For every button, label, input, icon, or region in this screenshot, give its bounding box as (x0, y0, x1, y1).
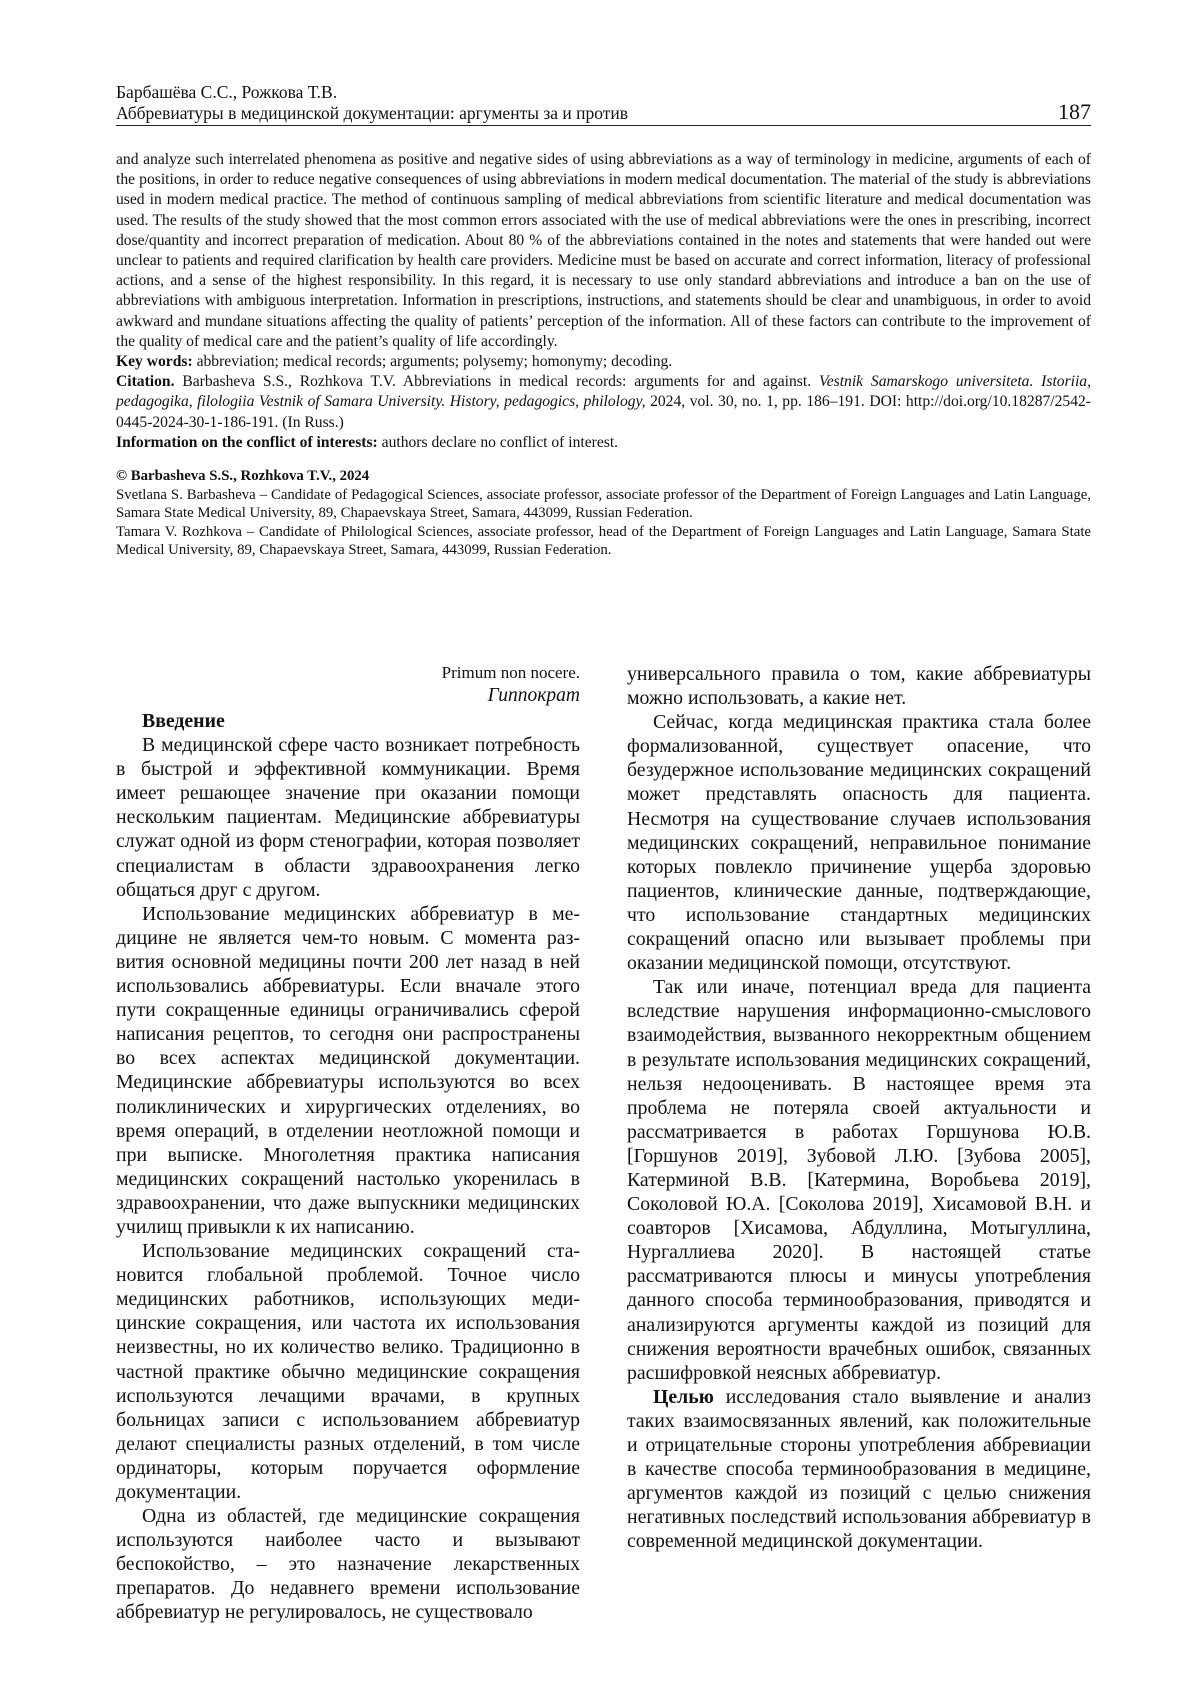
author-info-2: Tamara V. Rozhkova – Candidate of Philological Sciences, associate professor, head of the Department of Foreign Languages and Latin Language, Samara State Medical University, 89, Chapaevskaya Street, Samara, 443099, Russian Federation. (116, 523, 1091, 559)
paragraph: Так или иначе, потенциал вреда для пациента вследствие нарушения информационно-смыслового взаимодействия, вызванного некорректным общением в результате использования медицинских сокращений, нельзя недооценивать. В настоящее время эта проблема не потеряла своей актуальности и рассматривается в работах Горшунова Ю.В. [Горшунов 2019], Зубовой Л.Ю. [Зубова 2005], Катерминой В.В. [Катермина, Воробьева 2019], Соколовой Ю.А. [Соколова 2019], Хисамовой В.Н. и соавторов [Хисамова, Абдуллина, Мотыгуллина, Нургаллиева 2020]. В настоящей статье рассматриваются плюсы и минусы употребления данного способа терминообразования, приводятся и анализируются аргументы каждой из позиций для снижения вероятности врачебных ошибок, связанных расшифровкой неясных аббревиатур. (627, 976, 1091, 1384)
right-column (627, 662, 1091, 1553)
section-title: Введение (142, 710, 225, 732)
paragraph: Одна из областей, где медицинские сокращения используются наиболее часто и вызывают беспокойство, – это назначение лекарственных препаратов. До недавнего времени использование аббревиатур не регулировалось, не существовало (116, 1505, 580, 1624)
left-column (116, 662, 580, 1625)
header-divider (116, 125, 1091, 126)
citation-line (116, 372, 1091, 433)
keywords-line (116, 352, 1091, 372)
abstract-block (116, 150, 1091, 453)
paragraph: В медицинской сфере часто возникает потребность в быстрой и эффективной коммуникации. Время имеет решающее значение при оказании помощи нескольким пациентам. Медицинские аббревиатуры служат одной из форм стенографии, которая позволяет специалистам в области здравоохранения легко общаться друг с другом. (116, 734, 580, 901)
header-title: Аббревиатуры в медицинской документации: аргументы за и против (116, 103, 629, 123)
conflict-line (116, 433, 1091, 453)
header-authors: Барбашёва С.С., Рожкова Т.В. (116, 82, 338, 102)
page (116, 82, 1092, 1624)
author-info-1: Svetlana S. Barbasheva – Candidate of Pedagogical Sciences, associate professor, associate professor of the Department of Foreign Languages and Latin Language, Samara State Medical University, 89, Chapaevskaya Street, Samara, 443099, Russian Federation. (116, 486, 1091, 522)
conflict-label: Information on the conflict of interests: (116, 433, 378, 451)
paragraph-aim (627, 1385, 1091, 1554)
citation-authors: Barbasheva S.S., Rozhkova T.V. Abbreviations in medical records: arguments for and against. (182, 373, 812, 391)
running-header (116, 82, 1091, 124)
conflict-text: authors declare no conflict of interest. (381, 433, 619, 451)
paragraph-continued: универсального правила о том, какие аббревиатуры можно использовать, а какие нет. (627, 663, 1091, 710)
aim-label: Целью (653, 1385, 714, 1408)
paragraph: Использование медицинских аббревиатур в медицине не является чем-то новым. С момента развития основной медицины почти 200 лет назад в ней использовались аббревиатуры. Если вначале этого пути сокращенные единицы ограничивались сферой написания рецептов, то сегодня они распространены во всех аспектах медицинской документации. Медицинские аббревиатуры используются во всех поликлинических и хирургических отделениях, во время операций, в отделении неотложной помощи и при выписке. Многолетняя практика написания медицинских сокращений настолько укоренилась в здравоохранении, что даже выпускники медицинских училищ привыкли к их написанию. (116, 902, 580, 1238)
keywords: abbreviation; medical records; arguments; polysemy; homonymy; decoding. (196, 353, 673, 371)
citation-details: 2024, vol. 30, no. 1, pp. 186–191. DOI: http://doi.org/10.18287/2542-0445-2024-30-1-186-191. (In Russ.) (116, 393, 1092, 431)
copyright-block (116, 467, 1091, 560)
citation-journal: Vestnik Samarskogo universiteta. Istoriia, pedagogika, filologiia Vestnik of Samara University. History, pedagogics, philology, (116, 373, 1092, 411)
page-number: 187 (1058, 99, 1091, 124)
paragraph: Сейчас, когда медицинская практика стала более формализованной, существует опасение, что безудержное использование медицинских сокращений может представлять опасность для пациента. Несмотря на существование случаев использования медицинских сокращений, неправильное понимание которых повлекло причинение ущерба здоровью пациентов, клинические данные, подтверждающие, что использование стандартных медицинских сокращений опасно или вызывает проблемы при оказании медицинской помощи, отсутствуют. (627, 711, 1091, 975)
citation-label: Citation. (116, 373, 175, 391)
epigraph: Primum non nocere. (441, 663, 580, 682)
aim-text: исследования стало выявление и анализ таких взаимосвязанных явлений, как положительные и отрицательные стороны употребления аббревиации в качестве способа терминообразования в медицине, аргументов каждой из позиций с целью снижения негативных последствий использования аббревиатур в современной медицинской документации. (627, 1385, 1092, 1553)
copyright-line: © Barbasheva S.S., Rozhkova T.V., 2024 (116, 468, 370, 485)
epigraph-author: Гиппократ (487, 685, 580, 706)
abstract-text: and analyze such interrelated phenomena as positive and negative sides of using abbreviations as a way of terminology in medicine, arguments of each of the positions, in order to reduce negative consequences of using abbreviations in modern medical documentation. The material of the study is abbreviations used in modern medical practice. The method of continuous sampling of medical abbreviations from scientific literature and medical documentation was used. The results of the study showed that the most common errors associated with the use of medical abbreviations were the ones in prescribing, incorrect dose/quantity and incorrect preparation of medication. About 80 % of the abbreviations contained in the notes and statements that were handed out were unclear to patients and required clarification by health care providers. Medicine must be based on accurate and correct information, literacy of professional actions, and a sense of the highest responsibility. In this regard, it is necessary to use only standard abbreviations and introduce a ban on the use of abbreviations with ambiguous interpretation. Information in prescriptions, instructions, and statements should be clear and unambiguous, in order to avoid awkward and mundane situations affecting the quality of patients’ perception of the information. All of these factors can contribute to the improvement of the quality of medical care and the patient’s quality of life accordingly. (116, 151, 1091, 350)
paragraph: Использование медицинских сокращений становится глобальной проблемой. Точное число медицинских работников, использующих медицинские сокращения, или частота их использования неизвестны, но их количество велико. Традиционно в частной практике обычно медицинские сокращения используются лечащими врачами, в крупных больницах записи с использованием аббревиатур делают специалисты разных отделений, в том числе ординаторы, которым поручается оформление документации. (116, 1240, 580, 1503)
keywords-label: Key words: (116, 353, 193, 371)
